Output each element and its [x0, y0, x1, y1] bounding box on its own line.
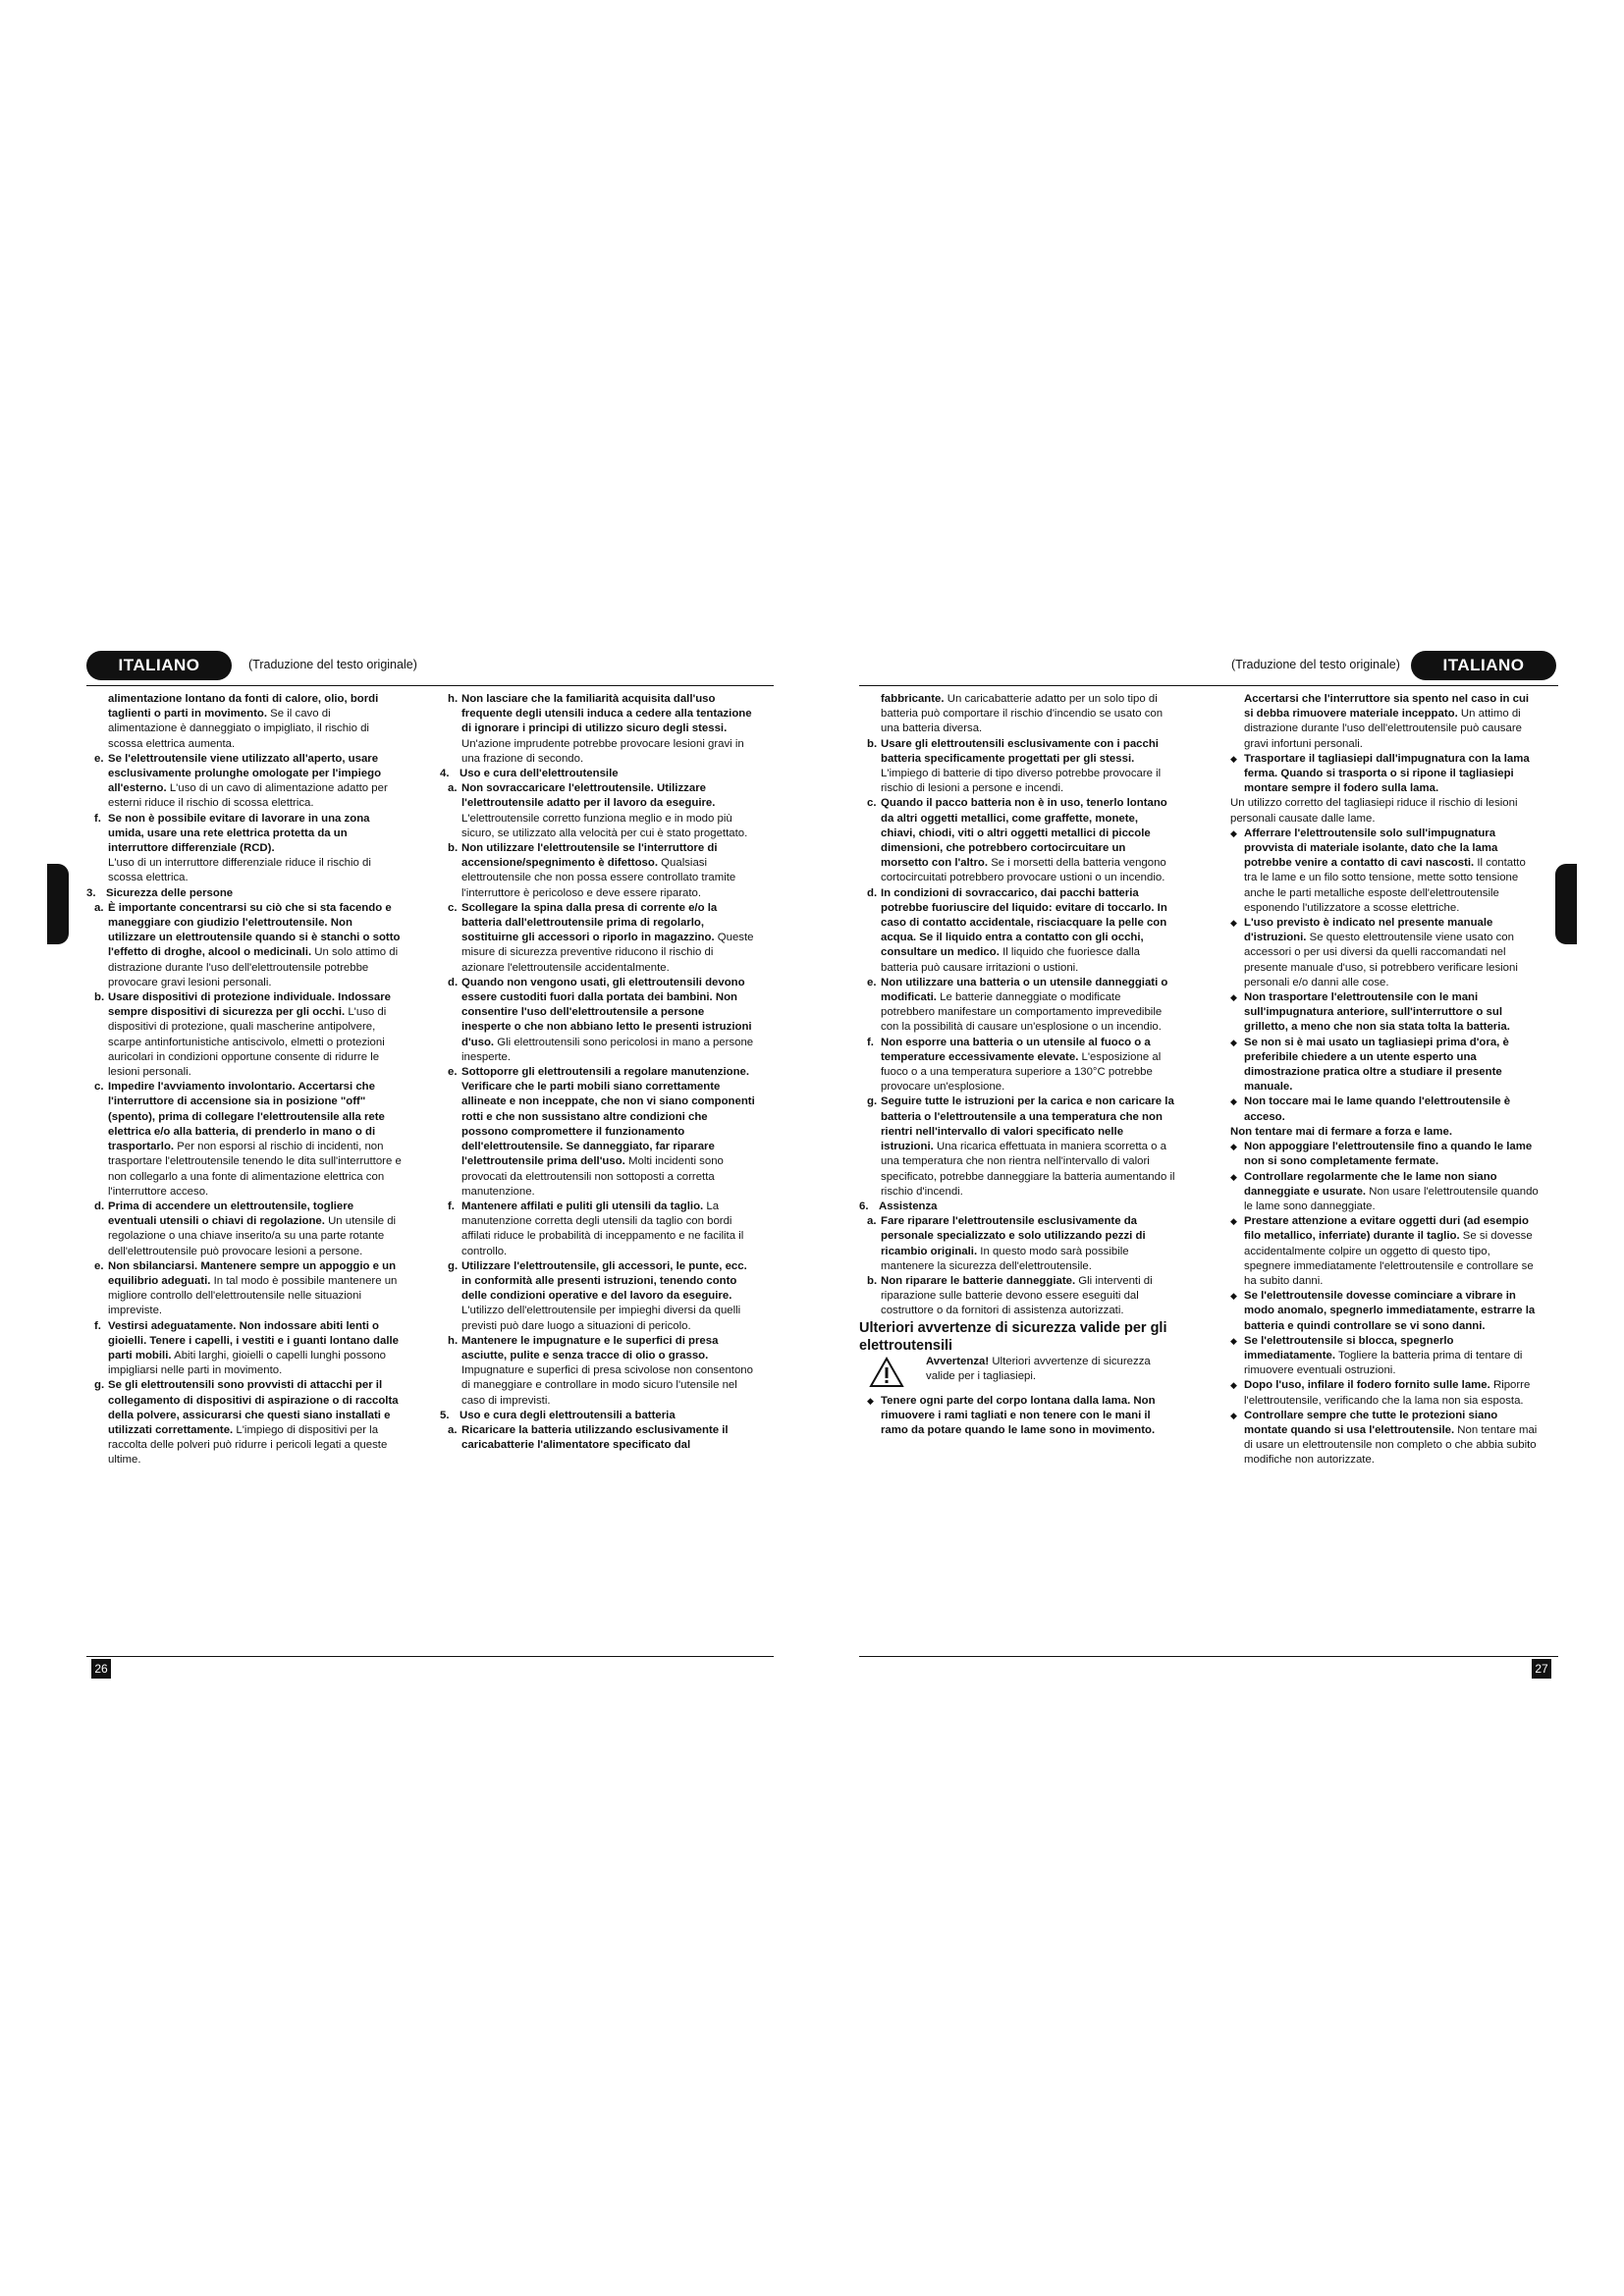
item-bold-text: alimentazione lontano da fonti di calore, olio, bordi taglienti o parti in movimento.	[108, 693, 379, 721]
translation-note: (Traduzione del testo originale)	[248, 658, 417, 671]
item-text: L'uso di dispositivi di protezione, quali mascherine antipolvere, scarpe antinfortunistiche antiscivolo, elmetti o protezioni auricolari in condizioni opportune consente di ridurre le lesioni personali.	[108, 1006, 387, 1079]
bullet-text: Se questo elettroutensile viene usato con accessori o per usi diversi da quelli raccomandati nel presente manuale d'uso, si potrebbero verificare lesioni personali e/o danni alle cose.	[1244, 932, 1518, 988]
item-label: b.	[94, 991, 105, 1004]
paragraph	[1222, 796, 1539, 826]
item-text: L'uso di un interruttore differenziale riduce il rischio di scossa elettrica.	[108, 857, 371, 884]
item-text: Abiti larghi, gioielli o capelli lunghi possono impigliarsi nelle parti in movimento.	[108, 1349, 387, 1377]
side-tab	[47, 864, 69, 944]
item-text: Qualsiasi elettroutensile che non possa essere controllato tramite l'interruttore è pericoloso e deve essere riparato.	[461, 857, 736, 899]
item-label: c.	[94, 1081, 104, 1094]
section-number: 5.	[440, 1409, 450, 1421]
item-text: Le batterie danneggiate o modificate potrebbero manifestare un comportamento imprevedibile con la possibilità di causare un'esplosione o un incendio.	[881, 991, 1163, 1034]
bullet-item	[1222, 1378, 1539, 1408]
item-bold-text: Usare dispositivi di protezione individuale. Indossare sempre dispositivi di sicurezza per gli occhi.	[108, 991, 391, 1019]
item-label: c.	[448, 901, 458, 914]
subsection-title-text: Ulteriori avvertenze di sicurezza valide per gli elettroutensili	[859, 1319, 1167, 1354]
item-bold-text: fabbricante.	[881, 693, 945, 705]
item-label: a.	[867, 1215, 877, 1228]
item-label: b.	[448, 842, 459, 855]
list-item	[440, 692, 756, 767]
item-label: e.	[867, 976, 877, 988]
item-label: a.	[448, 782, 458, 795]
list-item	[440, 1259, 756, 1334]
item-bold-text: Non lasciare che la familiarità acquisita dall'uso frequente degli utensili induca a cedere alla tentazione di ignorare i principi di utilizzo sicuro degli stessi.	[461, 693, 752, 735]
item-bold-text: Quando il pacco batteria non è in uso, tenerlo lontano da altri oggetti metallici, come graffette, monete, chiavi, chiodi, viti o altri oggetti metallici di piccole dimensioni, che potrebbero cortocircuitare un morsetto con l'altro.	[881, 797, 1167, 870]
bullet-item	[1222, 916, 1539, 990]
item-bold-text: È importante concentrarsi su ciò che si sta facendo e maneggiare con giudizio l'elettroutensile. Non utilizzare un elettroutensile quando si è stanchi o sotto l'effetto di droghe, alcool o medicinali.	[108, 901, 401, 959]
item-label: e.	[448, 1066, 458, 1079]
section-number: 6.	[859, 1200, 869, 1212]
item-label: a.	[94, 901, 104, 914]
bullet-bold-text: Se l'elettroutensile si blocca, spegnerlo immediatamente.	[1244, 1334, 1454, 1362]
item-label: g.	[867, 1095, 878, 1108]
text-column-2	[1222, 692, 1539, 1659]
bullet-item	[1222, 1140, 1539, 1169]
bullet-bold-text: Non trasportare l'elettroutensile con le mani sull'impugnatura anteriore, sull'interruttore o sul grilletto, a meno che non sia stata tolta la batteria.	[1244, 991, 1510, 1034]
item-text: Gli elettroutensili sono pericolosi in mano a persone inesperte.	[461, 1036, 754, 1063]
item-bold-text: Se l'elettroutensile viene utilizzato all'aperto, usare esclusivamente prolunghe omologate per l'impiego all'esterno.	[108, 752, 382, 795]
bullet-text: Non tentare mai di usare un elettroutensile non completo o che abbia subito modifiche non autorizzate.	[1244, 1423, 1538, 1467]
list-item	[86, 812, 403, 857]
item-bold-text: Se non è possibile evitare di lavorare in una zona umida, usare una rete elettrica protetta da un interruttore differenziale (RCD).	[108, 812, 370, 855]
item-label: g.	[448, 1259, 459, 1272]
list-item	[86, 752, 403, 812]
item-bold-text: Non sbilanciarsi. Mantenere sempre un appoggio e un equilibrio adeguati.	[108, 1259, 397, 1287]
paragraph-bold-text: Non tentare mai di fermare a forza e lame.	[1230, 1125, 1452, 1138]
list-item-continued	[859, 692, 1175, 737]
item-text: La manutenzione corretta degli utensili da taglio con bordi affilati riduce le probabilità di inceppamento e ne facilita il controllo.	[461, 1200, 744, 1257]
list-item	[859, 1095, 1175, 1199]
item-text: Molti incidenti sono provocati da elettroutensili non sottoposti a corretta manutenzione.	[461, 1155, 724, 1198]
item-bold-text: Vestirsi adeguatamente. Non indossare abiti lenti o gioielli. Tenere i capelli, i vestiti e i guanti lontano dalle parti mobili.	[108, 1319, 400, 1362]
bullet-bold-text: Trasportare il tagliasiepi dall'impugnatura con la lama ferma. Quando si trasporta o si ripone il tagliasiepi montare sempre il fodero sulla lama.	[1244, 752, 1530, 795]
bullet-item	[1222, 1409, 1539, 1468]
page-number: 26	[91, 1659, 111, 1679]
item-bold-text: Quando non vengono usati, gli elettroutensili devono essere custoditi fuori dalla portata dei bambini. Non consentire l'uso dell'elettroutensile a persone inesperte o che non abbiano letto le presenti istruzioni d'uso.	[461, 976, 752, 1048]
list-item	[440, 1423, 756, 1453]
bullet-diamond-icon: ◆	[1230, 1096, 1237, 1107]
item-text: Gli interventi di riparazione sulle batterie devono essere eseguiti dal costruttore o da fornitori di assistenza autorizzati.	[881, 1274, 1153, 1317]
bullet-text: Se si dovesse accidentalmente colpire un oggetto di questo tipo, spegnere immediatamente l'elettroutensile e controllare se ha subito danni.	[1244, 1230, 1534, 1287]
item-label: e.	[94, 752, 104, 765]
bullet-diamond-icon: ◆	[1230, 1335, 1237, 1346]
list-item	[86, 1080, 403, 1200]
section-title: Sicurezza delle persone	[106, 886, 234, 899]
item-text: Una ricarica effettuata in maniera scorretta o a una temperatura che non rientra nell'intervallo di valori specificato, potrebbe danneggiare la batteria aumentando il rischio d'incendi.	[881, 1141, 1175, 1198]
item-bold-text: Scollegare la spina dalla presa di corrente e/o la batteria dall'elettroutensile prima di regolarlo, sostituirne gli accessori o riporlo in magazzino.	[461, 901, 718, 944]
section-heading	[859, 1200, 1175, 1214]
item-bold-text: Fare riparare l'elettroutensile esclusivamente da personale specializzato e solo utilizzando pezzi di ricambio originali.	[881, 1215, 1146, 1257]
item-text: In tal modo è possibile mantenere un migliore controllo dell'elettroutensile nelle situazioni impreviste.	[108, 1274, 398, 1317]
item-label: f.	[94, 1319, 101, 1332]
item-bold-text: Prima di accendere un elettroutensile, togliere eventuali utensili o chiavi di regolazione.	[108, 1200, 354, 1228]
list-item	[86, 1378, 403, 1468]
item-label: g.	[94, 1379, 105, 1392]
item-text: L'utilizzo dell'elettroutensile per impieghi diversi da quelli previsti può dare luogo a situazioni di pericolo.	[461, 1305, 741, 1332]
paragraph-text: Un utilizzo corretto del tagliasiepi riduce il rischio di lesioni personali causate dalle lame.	[1230, 797, 1518, 825]
item-bold-text: Usare gli elettroutensili esclusivamente con i pacchi batteria specificamente progettati per gli stessi.	[881, 737, 1159, 765]
bullet-bold-text: Tenere ogni parte del corpo lontana dalla lama. Non rimuovere i rami tagliati e non tenere con le mani il ramo da potare quando le lame sono in movimento.	[881, 1394, 1156, 1436]
language-badge: ITALIANO	[86, 651, 232, 680]
bullet-bold-text: Dopo l'uso, infilare il fodero fornito sulle lame.	[1244, 1379, 1490, 1392]
list-item	[859, 886, 1175, 976]
bullet-item	[1222, 827, 1539, 916]
item-text: Un solo attimo di distrazione durante l'uso dell'elettroutensile potrebbe provocare gravi lesioni personali.	[108, 946, 399, 988]
item-label: d.	[867, 886, 878, 899]
side-tab	[1555, 864, 1577, 944]
section-number: 4.	[440, 768, 450, 780]
item-label: a.	[448, 1423, 458, 1436]
bullet-item	[1222, 1095, 1539, 1124]
list-item	[440, 976, 756, 1065]
item-text: Un attimo di distrazione durante l'uso dell'elettroutensile può causare gravi infortuni personali.	[1244, 708, 1522, 750]
bullet-diamond-icon: ◆	[1230, 1037, 1237, 1047]
bullet-diamond-icon: ◆	[1230, 1142, 1237, 1152]
section-title: Uso e cura degli elettroutensili a batteria	[460, 1409, 676, 1421]
bullet-diamond-icon: ◆	[1230, 1410, 1237, 1420]
item-bold-text: Non utilizzare una batteria o un utensile danneggiati o modificati.	[881, 976, 1168, 1004]
item-label: h.	[448, 1334, 459, 1347]
header-rule	[859, 685, 1558, 686]
list-item	[440, 841, 756, 901]
item-text: Se il cavo di alimentazione è danneggiato o impigliato, il rischio di scossa elettrica aumenta.	[108, 708, 369, 750]
item-bold-text: Utilizzare l'elettroutensile, gli accessori, le punte, ecc. in conformità alle presenti istruzioni, tenendo conto delle condizioni operative e del lavoro da eseguire.	[461, 1259, 747, 1303]
item-text: L'impiego di dispositivi per la raccolta delle polveri può ridurre i pericoli legati a queste ultime.	[108, 1423, 388, 1467]
footer-rule	[86, 1656, 774, 1657]
list-item	[86, 990, 403, 1080]
list-item	[86, 901, 403, 990]
item-bold-text: Se gli elettroutensili sono provvisti di attacchi per il collegamento di dispositivi di aspirazione o di raccolta della polvere, assicurarsi che questi siano installati e utilizzati correttamente.	[108, 1379, 399, 1436]
bullet-bold-text: Prestare attenzione a evitare oggetti duri (ad esempio filo metallico, inferriate) durante il taglio.	[1244, 1215, 1529, 1243]
item-bold-text: Mantenere le impugnature e le superfici di presa asciutte, pulite e senza tracce di olio o grasso.	[461, 1334, 719, 1362]
warning-triangle-icon	[869, 1357, 904, 1388]
page-right	[812, 0, 1624, 2296]
item-text: Il liquido che fuoriesce dalla batteria può causare irritazioni o ustioni.	[881, 946, 1141, 974]
bullet-item	[1222, 1289, 1539, 1334]
bullet-item	[1222, 990, 1539, 1036]
bullet-diamond-icon: ◆	[1230, 992, 1237, 1003]
list-item	[440, 1065, 756, 1200]
list-item	[859, 976, 1175, 1036]
item-text: L'elettroutensile corretto funziona meglio e in modo più sicuro, se utilizzato alla velocità per cui è stato progettato.	[461, 812, 748, 839]
bullet-bold-text: Controllare sempre che tutte le protezioni siano montate quando si usa l'elettroutensile.	[1244, 1409, 1498, 1436]
translation-note: (Traduzione del testo originale)	[1231, 658, 1400, 671]
item-text: Un'azione imprudente potrebbe provocare lesioni gravi in una frazione di secondo.	[461, 737, 744, 765]
item-text: Un utensile di regolazione o una chiave inserito/a su una parte rotante dell'elettroutensile può provocare lesioni a persone.	[108, 1215, 397, 1257]
list-item-continued	[1222, 692, 1539, 752]
bullet-item	[1222, 1170, 1539, 1215]
item-label: b.	[867, 1274, 878, 1287]
item-bold-text: Ricaricare la batteria utilizzando esclusivamente il caricabatterie l'alimentatore specificato dal	[461, 1423, 729, 1452]
item-text: Queste misure di sicurezza preventive riducono il rischio di azionare l'elettroutensile accidentalmente.	[461, 932, 754, 974]
bullet-diamond-icon: ◆	[1230, 828, 1237, 838]
text-column-1	[86, 692, 403, 1659]
item-bold-text: Non utilizzare l'elettroutensile se l'interruttore di accensione/spegnimento è difettoso.	[461, 842, 718, 870]
section-heading	[440, 1409, 756, 1423]
item-label: f.	[867, 1036, 874, 1048]
item-bold-text: In condizioni di sovraccarico, dai pacchi batteria potrebbe fuoriuscire del liquido: evitare di toccarlo. In caso di contatto accidentale, risciacquare la pelle con acqua. Se il liquido entra a contatto con gli occhi, consultare un medico.	[881, 886, 1167, 959]
item-label: d.	[94, 1200, 105, 1212]
bullet-bold-text: Non appoggiare l'elettroutensile fino a quando le lame non si sono completamente fermate.	[1244, 1141, 1533, 1168]
paragraph	[1222, 1125, 1539, 1140]
item-label: b.	[867, 737, 878, 750]
bullet-bold-text: Non toccare mai le lame quando l'elettroutensile è acceso.	[1244, 1095, 1511, 1123]
list-item	[440, 901, 756, 976]
item-bold-text: Non riparare le batterie danneggiate.	[881, 1274, 1076, 1287]
text-column-1	[859, 692, 1175, 1659]
subsection-title	[859, 1319, 1175, 1355]
item-bold-text: Accertarsi che l'interruttore sia spento nel caso in cui si debba rimuovere materiale inceppato.	[1244, 693, 1530, 721]
list-item-continued	[86, 856, 403, 885]
list-item	[859, 737, 1175, 797]
bullet-diamond-icon: ◆	[1230, 1171, 1237, 1182]
bullet-bold-text: Se l'elettroutensile dovesse cominciare a vibrare in modo anomalo, spegnerlo immediatamente, estrarre la batteria e quindi controllare se vi sono danni.	[1244, 1290, 1536, 1332]
header-rule	[86, 685, 774, 686]
list-item	[86, 1200, 403, 1259]
item-text: In questo modo sarà possibile mantenere la sicurezza dell'elettroutensile.	[881, 1245, 1129, 1272]
language-badge: ITALIANO	[1411, 651, 1556, 680]
item-bold-text: Sottoporre gli elettroutensili a regolare manutenzione. Verificare che le parti mobili siano correttamente allineate e non inceppate, che non vi siano componenti rotti e che non sussistano altre condizioni che possono compromettere il funzionamento dell'elettroutensile. Se danneggiato, far riparare l'elettroutensile prima dell'uso.	[461, 1066, 755, 1168]
bullet-text: Riporre l'elettroutensile, verificando che la lama non sia esposta.	[1244, 1379, 1531, 1407]
section-title: Uso e cura dell'elettroutensile	[460, 768, 619, 780]
warning-block	[859, 1355, 1175, 1394]
section-heading	[86, 886, 403, 901]
bullet-item	[1222, 752, 1539, 797]
item-label: c.	[867, 797, 877, 810]
item-label: d.	[448, 976, 459, 988]
bullet-text: Non usare l'elettroutensile quando le lame sono danneggiate.	[1244, 1185, 1539, 1212]
list-item	[440, 1334, 756, 1409]
item-bold-text: Non sovraccaricare l'elettroutensile. Utilizzare l'elettroutensile adatto per il lavoro da eseguire.	[461, 782, 716, 810]
bullet-diamond-icon: ◆	[1230, 1216, 1237, 1227]
item-bold-text: Impedire l'avviamento involontario. Accertarsi che l'interruttore di accensione sia in posizione "off" (spento), prima di collegare l'elettroutensile alla rete elettrica e/o alla batteria, di prenderlo in mano o di trasportarlo.	[108, 1081, 385, 1153]
bullet-item	[1222, 1036, 1539, 1095]
bullet-bold-text: Se non si è mai usato un tagliasiepi prima d'ora, è preferibile chiedere a un utente esperto una dimostrazione pratica oltre a studiare il presente manuale.	[1244, 1036, 1509, 1094]
item-text: L'impiego di batterie di tipo diverso potrebbe provocare il rischio di lesioni a persone e incendi.	[881, 768, 1162, 795]
page-number: 27	[1532, 1659, 1551, 1679]
item-label: f.	[448, 1200, 455, 1212]
bullet-item	[1222, 1334, 1539, 1379]
bullet-bold-text: Afferrare l'elettroutensile solo sull'impugnatura provvista di materiale isolante, dato che la lama potrebbe venire a contatto di cavi nascosti.	[1244, 827, 1498, 870]
item-bold-text: Seguire tutte le istruzioni per la carica e non caricare la batteria o l'elettroutensile a una temperatura che non rientri nell'intervallo di valori specificato nelle istruzioni.	[881, 1095, 1174, 1153]
list-item	[86, 1319, 403, 1379]
footer-rule	[859, 1656, 1558, 1657]
list-item	[859, 1036, 1175, 1095]
item-text: L'esposizione al fuoco o a una temperatura superiore a 130°C potrebbe provocare un'esplosione.	[881, 1050, 1162, 1094]
bullet-diamond-icon: ◆	[1230, 918, 1237, 929]
bullet-text: Togliere la batteria prima di tentare di rimuovere eventuali ostruzioni.	[1244, 1349, 1523, 1377]
bullet-item	[859, 1394, 1175, 1439]
section-heading	[440, 767, 756, 781]
text-column-2	[440, 692, 756, 1659]
item-label: h.	[448, 693, 459, 705]
item-text: Un caricabatterie adatto per un solo tipo di batteria può comportare il rischio d'incendio se usato con una batteria diversa.	[881, 693, 1164, 735]
bullet-diamond-icon: ◆	[1230, 1291, 1237, 1302]
list-item	[440, 1200, 756, 1259]
bullet-diamond-icon: ◆	[1230, 753, 1237, 764]
section-number: 3.	[86, 886, 96, 899]
warning-text: Ulteriori avvertenze di sicurezza valide per i tagliasiepi.	[926, 1355, 1151, 1382]
warning-title: Avvertenza!	[926, 1355, 990, 1367]
list-item	[86, 1259, 403, 1319]
item-text: Impugnature e superfici di presa scivolose non consentono di maneggiare e controllare in modo sicuro l'utensile nel caso di imprevisti.	[461, 1364, 753, 1407]
bullet-bold-text: L'uso previsto è indicato nel presente manuale d'istruzioni.	[1244, 917, 1493, 944]
bullet-bold-text: Controllare regolarmente che le lame non siano danneggiate e usurate.	[1244, 1170, 1497, 1198]
list-item	[859, 1214, 1175, 1274]
list-item-continued	[86, 692, 403, 752]
item-text: Se i morsetti della batteria vengono cortocircuitati potrebbero provocare ustioni o un incendio.	[881, 857, 1166, 884]
list-item	[859, 796, 1175, 885]
item-text: L'uso di un cavo di alimentazione adatto per esterni riduce il rischio di scossa elettrica.	[108, 782, 388, 810]
bullet-item	[1222, 1214, 1539, 1289]
item-label: e.	[94, 1259, 104, 1272]
item-text: Per non esporsi al rischio di incidenti, non trasportare l'elettroutensile tenendo le dita sull'interruttore e non collegarlo a una fonte di alimentazione elettrica con l'interruttore acceso.	[108, 1141, 402, 1198]
bullet-diamond-icon: ◆	[1230, 1380, 1237, 1391]
item-label: f.	[94, 812, 101, 825]
item-bold-text: Non esporre una batteria o un utensile al fuoco o a temperature eccessivamente elevate.	[881, 1036, 1151, 1063]
list-item	[859, 1274, 1175, 1319]
section-title: Assistenza	[879, 1200, 938, 1212]
list-item	[440, 781, 756, 841]
bullet-diamond-icon: ◆	[867, 1395, 874, 1406]
bullet-text: Il contatto tra le lame e un filo sotto tensione, mette sotto tensione anche le parti metalliche esposte dell'elettroutensile esponendo l'utilizzatore a scosse elettriche.	[1244, 857, 1526, 914]
item-bold-text: Mantenere affilati e puliti gli utensili da taglio.	[461, 1200, 704, 1212]
